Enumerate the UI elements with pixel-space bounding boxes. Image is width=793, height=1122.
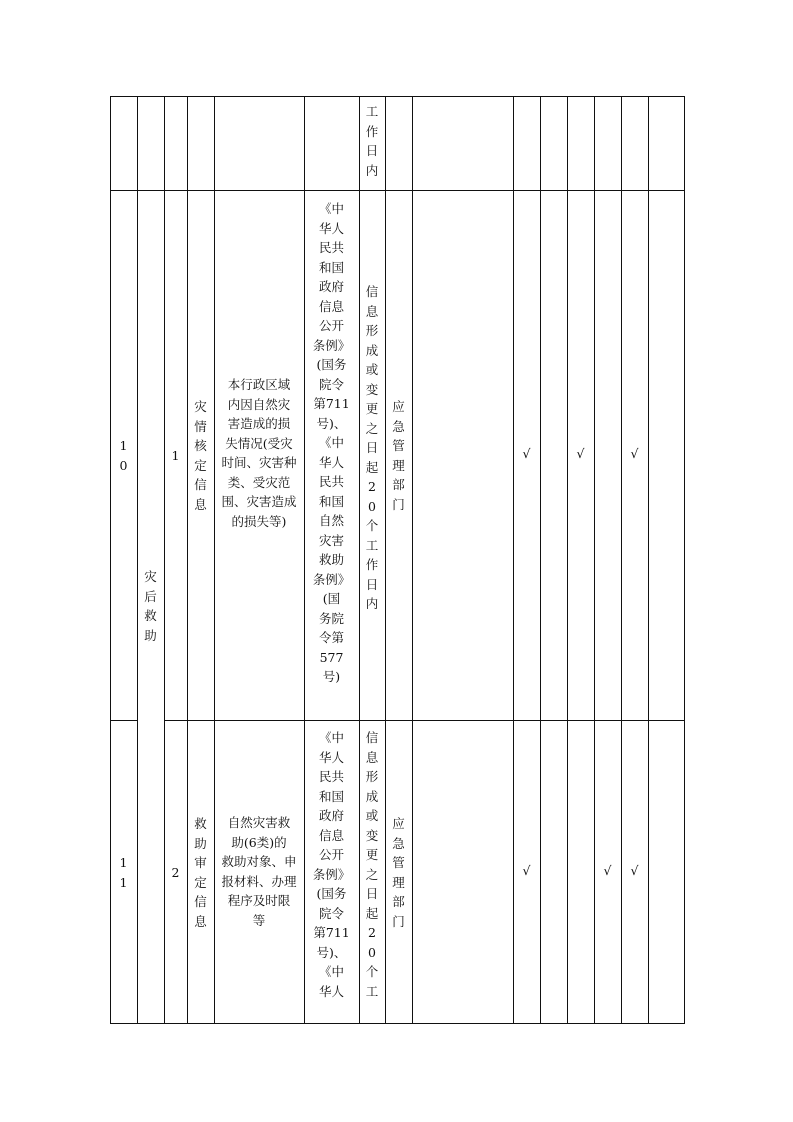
check-mark: √ — [603, 863, 612, 878]
col-line — [648, 96, 649, 1024]
department-cell: 应 急 管 理 部 门 — [392, 816, 405, 929]
check-mark: √ — [630, 446, 639, 461]
deadline-cell: 工 作 日 内 — [365, 104, 379, 178]
row-number: 1 0 — [119, 438, 128, 473]
table-top-border — [110, 96, 684, 97]
sub-number: 1 — [171, 448, 180, 463]
row-separator — [110, 720, 137, 721]
item-name-cell: 灾 情 核 定 信 息 — [194, 399, 207, 512]
table-bottom-border — [110, 1023, 684, 1024]
content-line: 报材料、办理 — [221, 873, 297, 889]
row-separator — [110, 190, 684, 191]
col-line — [137, 96, 138, 1024]
content-line: 救助对象、申 — [221, 854, 297, 869]
check-mark: √ — [576, 446, 585, 461]
item-name-cell: 救 助 审 定 信 息 — [194, 816, 207, 929]
content-line: 助(6类)的 — [231, 834, 287, 850]
content-line: 围、灾害造成 — [221, 494, 297, 509]
col-line — [164, 96, 165, 1024]
row-separator — [164, 720, 684, 721]
content-line: 自然灾害救 — [227, 815, 291, 830]
col-line — [540, 96, 541, 1024]
basis-cell: 《中 华人 民共 和国 政府 信息 公开 条例》 (国务 院令 第711 号)、 《中 华人 — [312, 730, 351, 999]
col-line — [412, 96, 413, 1024]
content-line: 本行政区域 — [227, 377, 291, 392]
check-mark: √ — [522, 446, 531, 461]
content-line: 程序及时限 — [227, 893, 291, 908]
content-cell — [218, 375, 300, 531]
basis-cell: 《中 华人 民共 和国 政府 信息 公开 条例》 (国务 院令 第711 号)、 《中 华人 民共 和国 自然 灾害 救助 条例》 (国 务院 令第 577 号) — [312, 201, 351, 684]
col-line — [684, 96, 685, 1024]
content-line: 的损失等) — [231, 513, 287, 529]
content-line: 害造成的损 — [227, 416, 291, 431]
content-line: 失情况(受灾 — [225, 435, 293, 451]
content-line: 类、受灾范 — [227, 474, 291, 490]
col-line — [214, 96, 215, 1024]
sub-number: 2 — [171, 865, 180, 880]
deadline-cell: 信 息 形 成 或 变 更 之 日 起 2 0 个 工 作 日 内 — [365, 284, 379, 611]
content-line: 等 — [252, 912, 266, 928]
content-cell — [218, 813, 300, 930]
row-number: 1 1 — [119, 855, 128, 890]
category-cell: 灾 后 救 助 — [144, 569, 157, 643]
department-cell: 应 急 管 理 部 门 — [392, 399, 405, 512]
check-mark: √ — [630, 863, 639, 878]
content-line: 时间、灾害种 — [221, 455, 297, 470]
deadline-cell: 信 息 形 成 或 变 更 之 日 起 2 0 个 工 — [365, 730, 379, 999]
content-line: 内因自然灾 — [227, 396, 291, 412]
col-line — [567, 96, 568, 1024]
col-line — [594, 96, 595, 1024]
col-line — [513, 96, 514, 1024]
col-line — [621, 96, 622, 1024]
check-mark: √ — [522, 863, 531, 878]
